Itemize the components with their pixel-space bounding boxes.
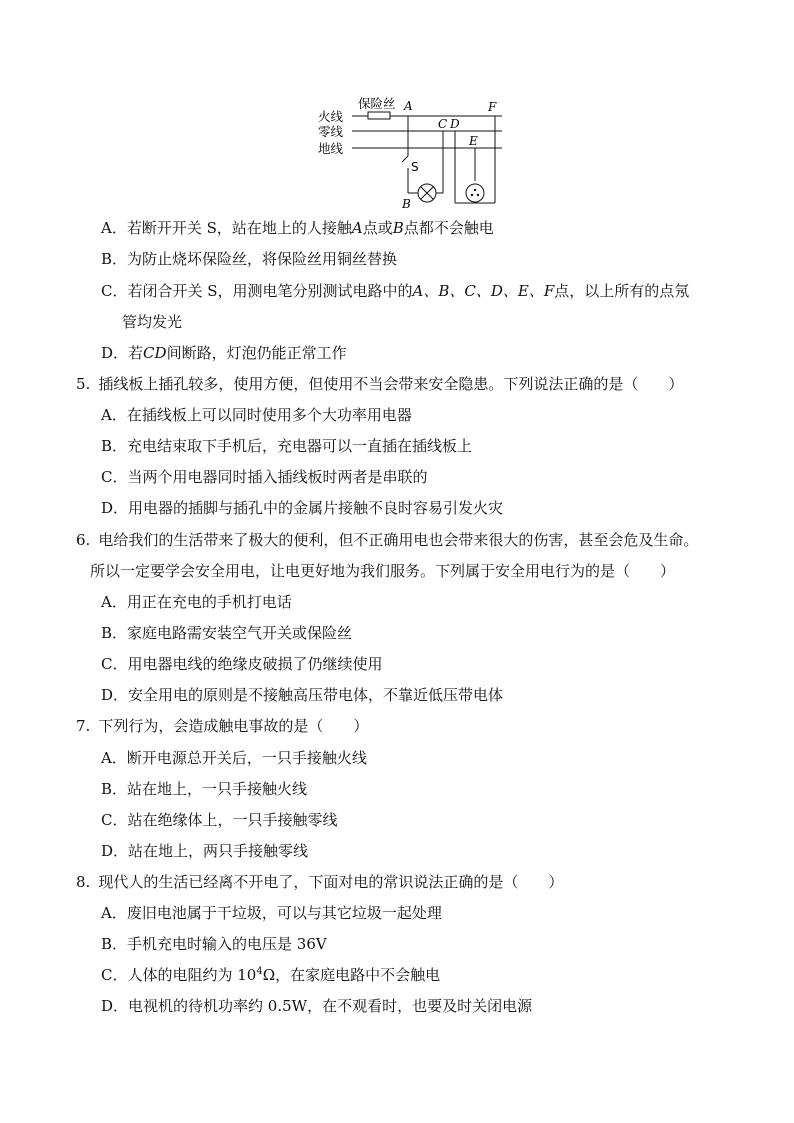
- q5-option-b: B．充电结束取下手机后，充电器可以一直插在插线板上: [101, 437, 473, 455]
- point-f-label: F: [488, 100, 497, 114]
- q6-option-a: A．用正在充电的手机打电话: [101, 593, 292, 611]
- q6-stem-continued: 所以一定要学会安全用电，让电更好地为我们服务。下列属于安全用电行为的是（ ）: [90, 562, 676, 580]
- q5-option-d: D．用电器的插脚与插孔中的金属片接触不良时容易引发火灾: [101, 499, 504, 517]
- q6-option-b: B．家庭电路需安装空气开关或保险丝: [101, 624, 353, 642]
- fuse-label: 保险丝: [358, 96, 396, 111]
- socket-symbol: [466, 184, 484, 202]
- q4-option-a: A．若断开开关 S，站在地上的人接触A点或B点都不会触电: [101, 219, 494, 237]
- ground-wire-label: 地线: [318, 141, 344, 156]
- q6-option-d: D．安全用电的原则是不接触高压带电体，不靠近低压带电体: [101, 686, 504, 704]
- q7-option-d: D．站在地上，两只手接触零线: [101, 842, 309, 860]
- q7-option-b: B．站在地上，一只手接触火线: [101, 780, 308, 798]
- neutral-wire-label: 零线: [318, 124, 344, 139]
- q4-option-c-continued: 管均发光: [122, 313, 183, 331]
- q5-stem: 5. 插线板上插孔较多，使用方便，但使用不当会带来安全隐患。下列说法正确的是（ ）: [76, 375, 684, 393]
- q8-option-b: B．手机充电时输入的电压是 36V: [101, 935, 327, 953]
- q7-stem: 7. 下列行为，会造成触电事故的是（ ）: [76, 717, 369, 735]
- q4-option-b: B．为防止烧坏保险丝，将保险丝用铜丝替换: [101, 250, 398, 268]
- fuse-symbol: [368, 112, 390, 119]
- q8-option-d: D．电视机的待机功率约 0.5W，在不观看时，也要及时关闭电源: [101, 997, 533, 1015]
- q5-option-c: C．当两个用电器同时插入插线板时两者是串联的: [101, 468, 428, 486]
- q7-option-c: C．站在绝缘体上，一只手接触零线: [101, 811, 338, 829]
- point-c-label: C: [438, 117, 448, 131]
- q6-stem: 6. 电给我们的生活带来了极大的便利，但不正确用电也会带来很大的伤害，甚至会危及生命。: [76, 531, 699, 549]
- q8-stem: 8. 现代人的生活已经离不开电了，下面对电的常识说法正确的是（ ）: [76, 873, 564, 891]
- switch-blade: [402, 156, 408, 162]
- q5-option-a: A．在插线板上可以同时使用多个大功率用电器: [101, 406, 412, 424]
- q7-option-a: A．断开电源总开关后，一只手接触火线: [101, 749, 367, 767]
- live-wire-label: 火线: [318, 109, 344, 124]
- q4-option-c: C．若闭合开关 S，用测电笔分别测试电路中的A、B、C、D、E、F点，以上所有的点氖: [101, 282, 690, 300]
- point-a-label: A: [404, 99, 413, 113]
- point-b-label: B: [402, 197, 411, 211]
- q4-option-d: D．若CD间断路，灯泡仍能正常工作: [101, 344, 347, 362]
- point-d-label: D: [450, 117, 460, 131]
- switch-label: S: [411, 160, 419, 174]
- q6-option-c: C．用电器电线的绝缘皮破损了仍继续使用: [101, 655, 383, 673]
- point-e-label: E: [469, 134, 478, 148]
- circuit-diagram: [312, 96, 512, 211]
- q8-option-a: A．废旧电池属于干垃圾，可以与其它垃圾一起处理: [101, 904, 442, 922]
- q8-option-c: C．人体的电阻约为 $10^4\Omega$，在家庭电路中不会触电: [101, 966, 441, 984]
